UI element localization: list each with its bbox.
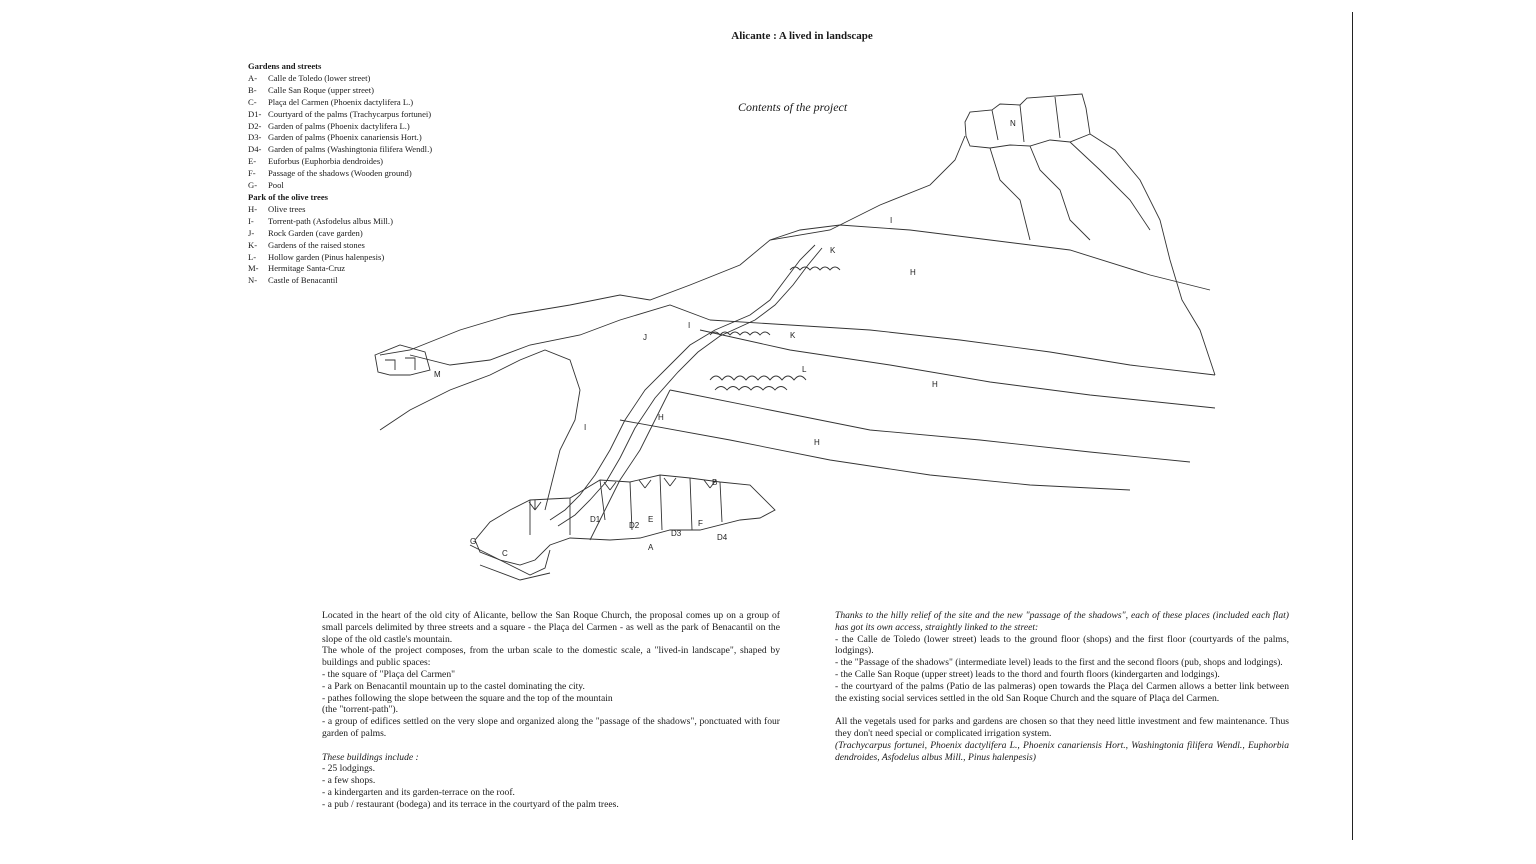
ridge-right	[1090, 134, 1215, 375]
legend-item-code: J-	[248, 227, 255, 238]
legend-item-text: Castle of Benacantil	[268, 275, 338, 286]
drawing-label-e: E	[648, 515, 654, 524]
species-list: (Trachycarpus fortunei, Phoenix dactylifera L., Phoenix canariensis Hort., Washingtonia filifera Wendl., Euphorbia dendroides, Asfodelus albus Mill., Pinus halenpesis)	[835, 739, 1289, 763]
legend-heading-park: Park of the olive trees	[248, 191, 329, 202]
composition-paragraph: The whole of the project composes, from the urban scale to the domestic scale, a "lived-in landscape", shaped by buildings and public spaces:	[322, 645, 780, 669]
ridge-slope-1	[770, 225, 1210, 290]
buildings-heading: These buildings include :	[322, 751, 419, 763]
drawing-label-a: A	[648, 543, 654, 552]
legend-item-text: Calle San Roque (upper street)	[268, 84, 374, 95]
drawing-label-k-upper: K	[830, 246, 836, 255]
buildings-item-pub: - a pub / restaurant (bodega) and its terrace in the courtyard of the palm trees.	[322, 798, 619, 810]
legend-item-code: D4-	[248, 144, 262, 155]
drawing-label-f: F	[698, 519, 703, 528]
hermitage-outline	[375, 345, 430, 375]
legend-item-text: Olive trees	[268, 203, 306, 214]
torrent-path	[550, 245, 815, 520]
legend-item-code: D1-	[248, 108, 262, 119]
buildings-item-kindergarten: - a kindergarten and its garden-terrace on the roof.	[322, 786, 515, 798]
drawing-label-d1: D1	[590, 515, 601, 524]
drawing-label-l: L	[802, 365, 807, 374]
legend-item-code: C-	[248, 96, 257, 107]
crack-1	[1030, 146, 1090, 240]
hermitage-detail	[385, 358, 415, 370]
legend-item-code: E-	[248, 156, 257, 167]
page-edge-line	[1352, 12, 1353, 840]
landscape-sketch	[370, 90, 1230, 590]
list-item-pathes: - pathes following the slope between the square and the top of the mountain	[322, 692, 613, 704]
palm-trees	[529, 478, 716, 510]
buildings-item-lodgings: - 25 lodgings.	[322, 763, 376, 775]
legend-item-code: A-	[248, 72, 258, 83]
legend-item-code: L-	[248, 251, 257, 262]
ridge-slope-2	[710, 320, 1215, 375]
legend-item-code: H-	[248, 203, 258, 214]
drawing-label-h-upper: H	[910, 268, 916, 277]
drawing-label-h-right: H	[932, 380, 938, 389]
square-plaza	[470, 545, 550, 575]
drawing-label-d2: D2	[629, 521, 640, 530]
olive-cluster-k	[790, 267, 840, 270]
legend-item-text: Passage of the shadows (Wooden ground)	[268, 168, 412, 179]
drawing-label-b: B	[712, 478, 718, 487]
list-item-square: - the square of "Plaça del Carmen"	[322, 668, 456, 680]
buildings-item-shops: - a few shops.	[322, 775, 376, 787]
access-item-san-roque: - the Calle San Roque (upper street) leads to the thord and fourth floors (kindergarten and lodgings).	[835, 668, 1220, 680]
ridge-slope-3	[700, 330, 1215, 408]
drawing-label-i-mid: I	[688, 321, 691, 330]
vegetals-paragraph: All the vegetals used for parks and gardens are chosen so that they need little investment and few maintenance. Thus they don't need special or complicated irrigation system.	[835, 716, 1289, 739]
legend-item-code: N-	[248, 275, 258, 286]
ridge-slope-4	[670, 390, 1190, 462]
castle-outline	[965, 94, 1090, 148]
drawing-label-k-lower: K	[790, 331, 796, 340]
landscape-drawing	[370, 90, 1230, 590]
drawing-label-h-low: H	[814, 438, 820, 447]
hill-left	[380, 350, 580, 510]
list-item-park: - a Park on Benacantil mountain up to the castel dominating the city.	[322, 680, 585, 692]
legend-item-code: I-	[248, 215, 254, 226]
legend-item-code: D3-	[248, 132, 262, 143]
access-item-courtyard: - the courtyard of the palms (Patio de las palmeras) open towards the Plaça del Carmen allows a better link between the existing social services settled in the old San Roque Church and the square of Plaça del Carmen.	[835, 680, 1289, 704]
legend-item-code: F-	[248, 168, 256, 179]
olive-cluster-l	[710, 376, 806, 380]
access-item-passage: - the "Passage of the shadows" (intermediate level) leads to the first and the second floors (pub, shops and lodgings).	[835, 657, 1283, 669]
drawing-label-i-lower: I	[584, 423, 587, 432]
drawing-subtitle: Contents of the project	[738, 100, 848, 114]
legend-item-text: Hollow garden (Pinus halenpesis)	[268, 251, 385, 262]
legend-item-text: Pool	[268, 180, 284, 191]
drawing-label-h-mid: H	[658, 413, 664, 422]
olive-cluster-l2	[715, 387, 787, 391]
intro-paragraph: Located in the heart of the old city of Alicante, bellow the San Roque Church, the proposal comes up on a group of small parcels delimited by three streets and a square - the Plaça del Carmen - as well as the park of Benacantil on the slope of the old castle's mountain.	[322, 610, 780, 645]
legend-item-text: Gardens of the raised stones	[268, 239, 365, 250]
right-text-column	[835, 610, 1289, 763]
legend-heading-gardens: Gardens and streets	[248, 61, 322, 71]
legend-item	[248, 73, 432, 85]
legend-item-code: K-	[248, 239, 258, 250]
legend-item-text: Plaça del Carmen (Phoenix dactylifera L.)	[268, 96, 414, 107]
buildings-block	[475, 475, 775, 565]
legend-item-text: Garden of palms (Washingtonia filifera Wendl.)	[268, 144, 433, 155]
legend-item-text: Hermitage Santa-Cruz	[268, 263, 346, 274]
legend-item-code: M-	[248, 263, 259, 274]
list-item-edifices: - a group of edifices settled on the very slope and organized along the "passage of the shadows", ponctuated with four garden of palms.	[322, 716, 780, 739]
drawing-label-g: G	[470, 537, 477, 546]
crack-3	[990, 148, 1030, 240]
list-item-torrent: (the "torrent-path").	[322, 704, 399, 716]
drawing-label-i-upper: I	[890, 216, 893, 225]
drawing-label-d3: D3	[671, 529, 682, 538]
ridge-upper	[380, 136, 965, 355]
legend-item-code: B-	[248, 84, 257, 95]
legend-item-text: Torrent-path (Asfodelus albus Mill.)	[268, 215, 393, 226]
legend-item-text: Calle de Toledo (lower street)	[268, 72, 371, 83]
drawing-label-m: M	[434, 370, 441, 379]
access-intro: Thanks to the hilly relief of the site and the new "passage of the shadows", each of these places (included each flat) has got its own access, straightly linked to the street:	[835, 610, 1289, 633]
crack-2	[1070, 142, 1150, 230]
legend-item-code: G-	[248, 180, 258, 191]
page-title: Alicante : A lived in landscape	[731, 30, 873, 42]
drawing-label-n: N	[1010, 119, 1016, 128]
legend-item-text: Garden of palms (Phoenix dactylifera L.)	[268, 120, 410, 131]
legend-item-text: Euforbus (Euphorbia dendroides)	[268, 156, 384, 167]
drawing-label-j: J	[643, 333, 647, 342]
access-item-toledo: - the Calle de Toledo (lower street) leads to the ground floor (shops) and the first floor (courtyards of the palms, lodgings).	[835, 633, 1289, 657]
drawing-label-d4: D4	[717, 533, 728, 542]
left-text-column	[322, 610, 780, 811]
legend-item-text: Garden of palms (Phoenix canariensis Hort.)	[268, 132, 422, 143]
legend-item-text: Courtyard of the palms (Trachycarpus fortunei)	[268, 108, 432, 119]
legend-item-text: Rock Garden (cave garden)	[268, 227, 363, 238]
drawing-label-c: C	[502, 549, 508, 558]
legend-item-code: D2-	[248, 120, 262, 131]
olive-cluster-k2	[710, 332, 770, 335]
